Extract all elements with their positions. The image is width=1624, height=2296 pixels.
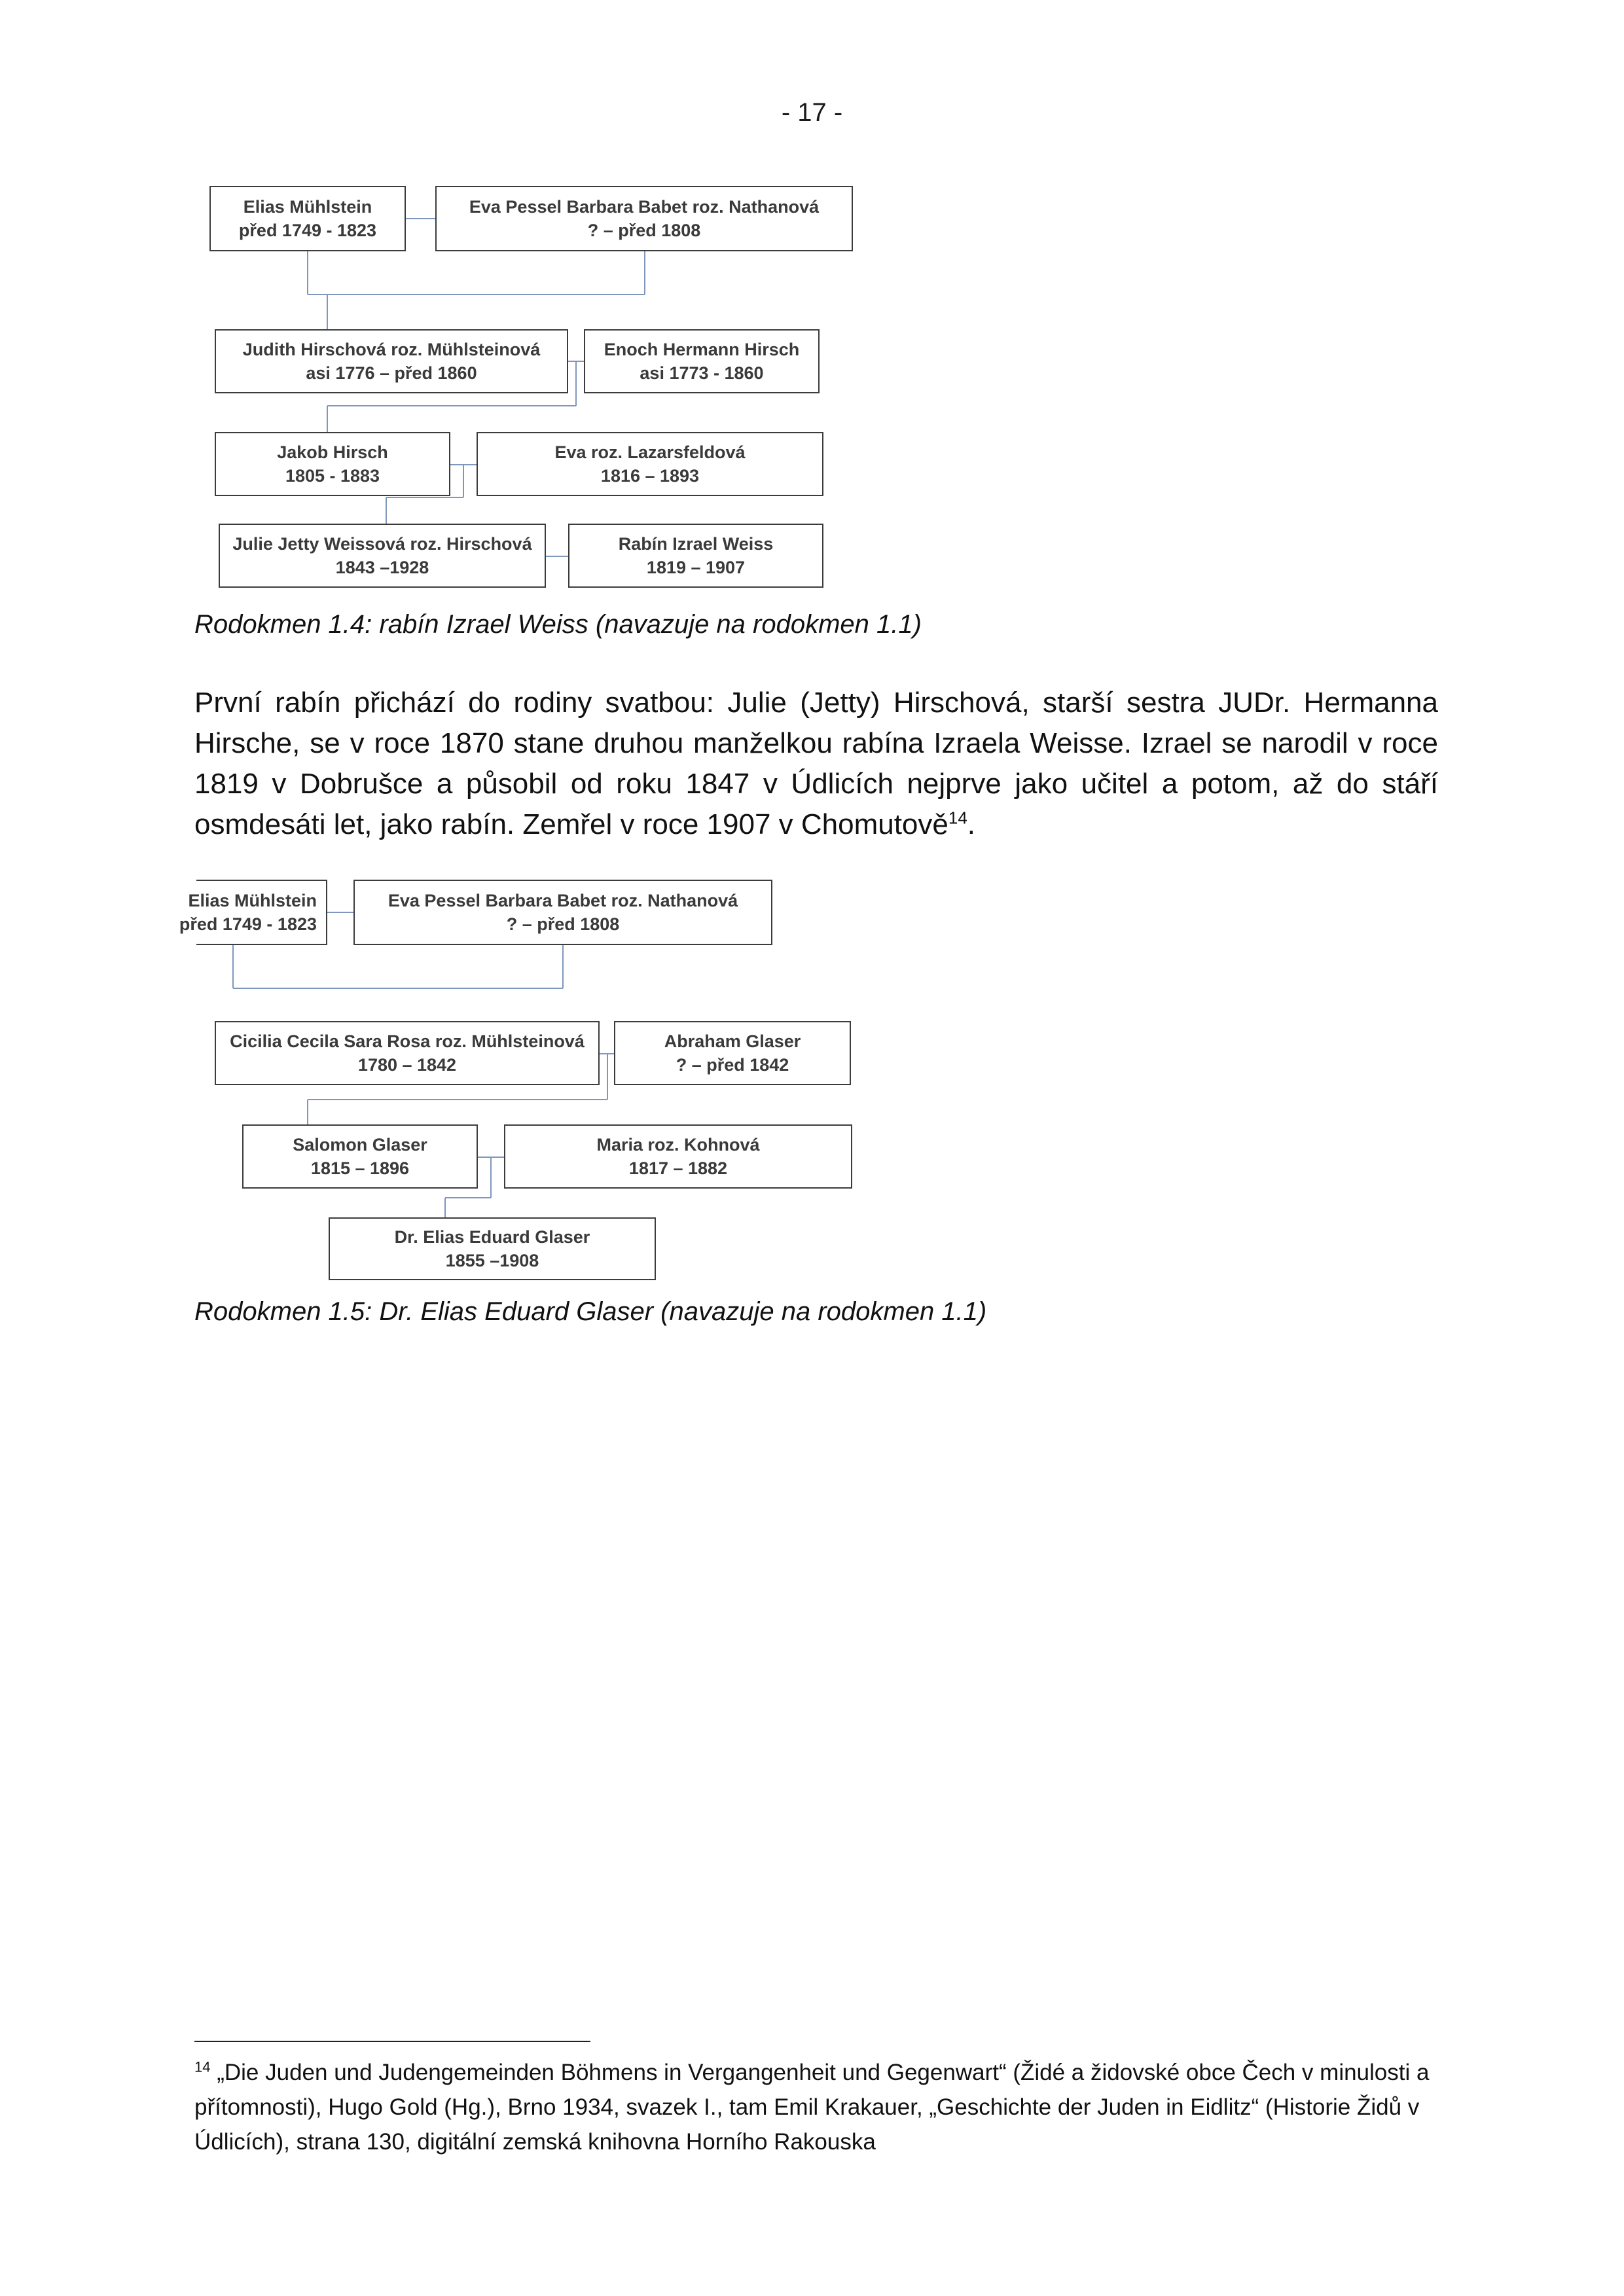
person-dates: ? – před 1808	[506, 914, 620, 934]
person-name: Jakob Hirsch	[277, 442, 388, 462]
person-dates: 1819 – 1907	[646, 558, 746, 577]
person-dates: před 1749 - 1823	[179, 914, 317, 934]
person-dates: asi 1773 - 1860	[640, 363, 764, 383]
person-box	[568, 524, 823, 588]
person-name: Elias Mühlstein	[243, 197, 372, 217]
person-box	[435, 186, 853, 251]
person-name: Judith Hirschová roz. Mühlsteinová	[242, 340, 541, 359]
figure-caption-1: Rodokmen 1.4: rabín Izrael Weiss (navazuje na rodokmen 1.1)	[194, 610, 922, 639]
person-name: Eva Pessel Barbara Babet roz. Nathanová	[469, 197, 820, 217]
person-name: Rabín Izrael Weiss	[618, 534, 774, 554]
person-box	[215, 1021, 600, 1085]
paragraph-end: .	[967, 808, 976, 840]
person-box	[215, 329, 568, 393]
person-box	[504, 1124, 852, 1189]
person-dates: 1815 – 1896	[310, 1158, 410, 1178]
footnote-text: „Die Juden und Judengemeinden Böhmens in Vergangenheit und Gegenwart“ (Židé a židovské obce Čech v minulosti a přítomnosti), Hugo Gold (Hg.), Brno 1934, svazek I., tam Emil Krakauer, „Geschichte der Juden in Eidlitz“ (Historie Židů v Údlicích), strana 130, digitální zemská knihovna Horního Rakouska	[194, 2060, 1430, 2155]
person-dates: ? – před 1842	[676, 1055, 789, 1075]
body-paragraph	[194, 683, 1438, 845]
person-box	[242, 1124, 478, 1189]
family-tree-2	[179, 877, 864, 1289]
person-name: Abraham Glaser	[664, 1031, 801, 1051]
person-name: Eva Pessel Barbara Babet roz. Nathanová	[388, 891, 738, 910]
footnote-reference: 14	[948, 808, 967, 828]
page-number: - 17 -	[781, 98, 843, 127]
paragraph-text: První rabín přichází do rodiny svatbou: Julie (Jetty) Hirschová, starší sestra JUDr. Hermanna Hirsche, se v roce 1870 stane druhou manželkou rabína Izraela Weisse. Izrael se narodil v roce 1819 v Dobrušce a působil od roku 1847 v Údlicích nejprve jako učitel a potom, až do stáří osmdesáti let, jako rabín. Zemřel v roce 1907 v Chomutově	[194, 687, 1438, 840]
person-name: Eva roz. Lazarsfeldová	[554, 442, 746, 462]
person-dates: asi 1776 – před 1860	[306, 363, 477, 383]
person-name: Enoch Hermann Hirsch	[604, 340, 800, 359]
person-box	[209, 186, 406, 251]
person-name: Salomon Glaser	[293, 1135, 427, 1155]
person-dates: před 1749 - 1823	[238, 221, 377, 240]
person-box	[584, 329, 820, 393]
person-dates: 1805 - 1883	[285, 466, 380, 486]
person-box	[329, 1217, 656, 1280]
footnote-number: 14	[194, 2058, 211, 2075]
person-box	[353, 880, 772, 945]
person-box	[219, 524, 546, 588]
person-name: Cicilia Cecila Sara Rosa roz. Mühlsteinová	[230, 1031, 585, 1051]
person-box	[179, 880, 327, 945]
person-dates: 1855 –1908	[445, 1251, 539, 1270]
person-box	[215, 432, 450, 496]
person-dates: 1780 – 1842	[357, 1055, 457, 1075]
person-name: Julie Jetty Weissová roz. Hirschová	[232, 534, 532, 554]
person-dates: 1843 –1928	[335, 558, 429, 577]
person-name: Dr. Elias Eduard Glaser	[394, 1227, 590, 1247]
family-tree-1	[209, 183, 864, 596]
footnote-separator	[194, 2041, 590, 2042]
person-dates: 1816 – 1893	[600, 466, 700, 486]
figure-caption-2: Rodokmen 1.5: Dr. Elias Eduard Glaser (navazuje na rodokmen 1.1)	[194, 1297, 987, 1326]
person-name: Elias Mühlstein	[188, 891, 317, 910]
person-dates: ? – před 1808	[587, 221, 701, 240]
person-box	[477, 432, 823, 496]
person-dates: 1817 – 1882	[628, 1158, 728, 1178]
footnote	[194, 2055, 1438, 2159]
person-box	[614, 1021, 851, 1085]
person-name: Maria roz. Kohnová	[596, 1135, 760, 1155]
